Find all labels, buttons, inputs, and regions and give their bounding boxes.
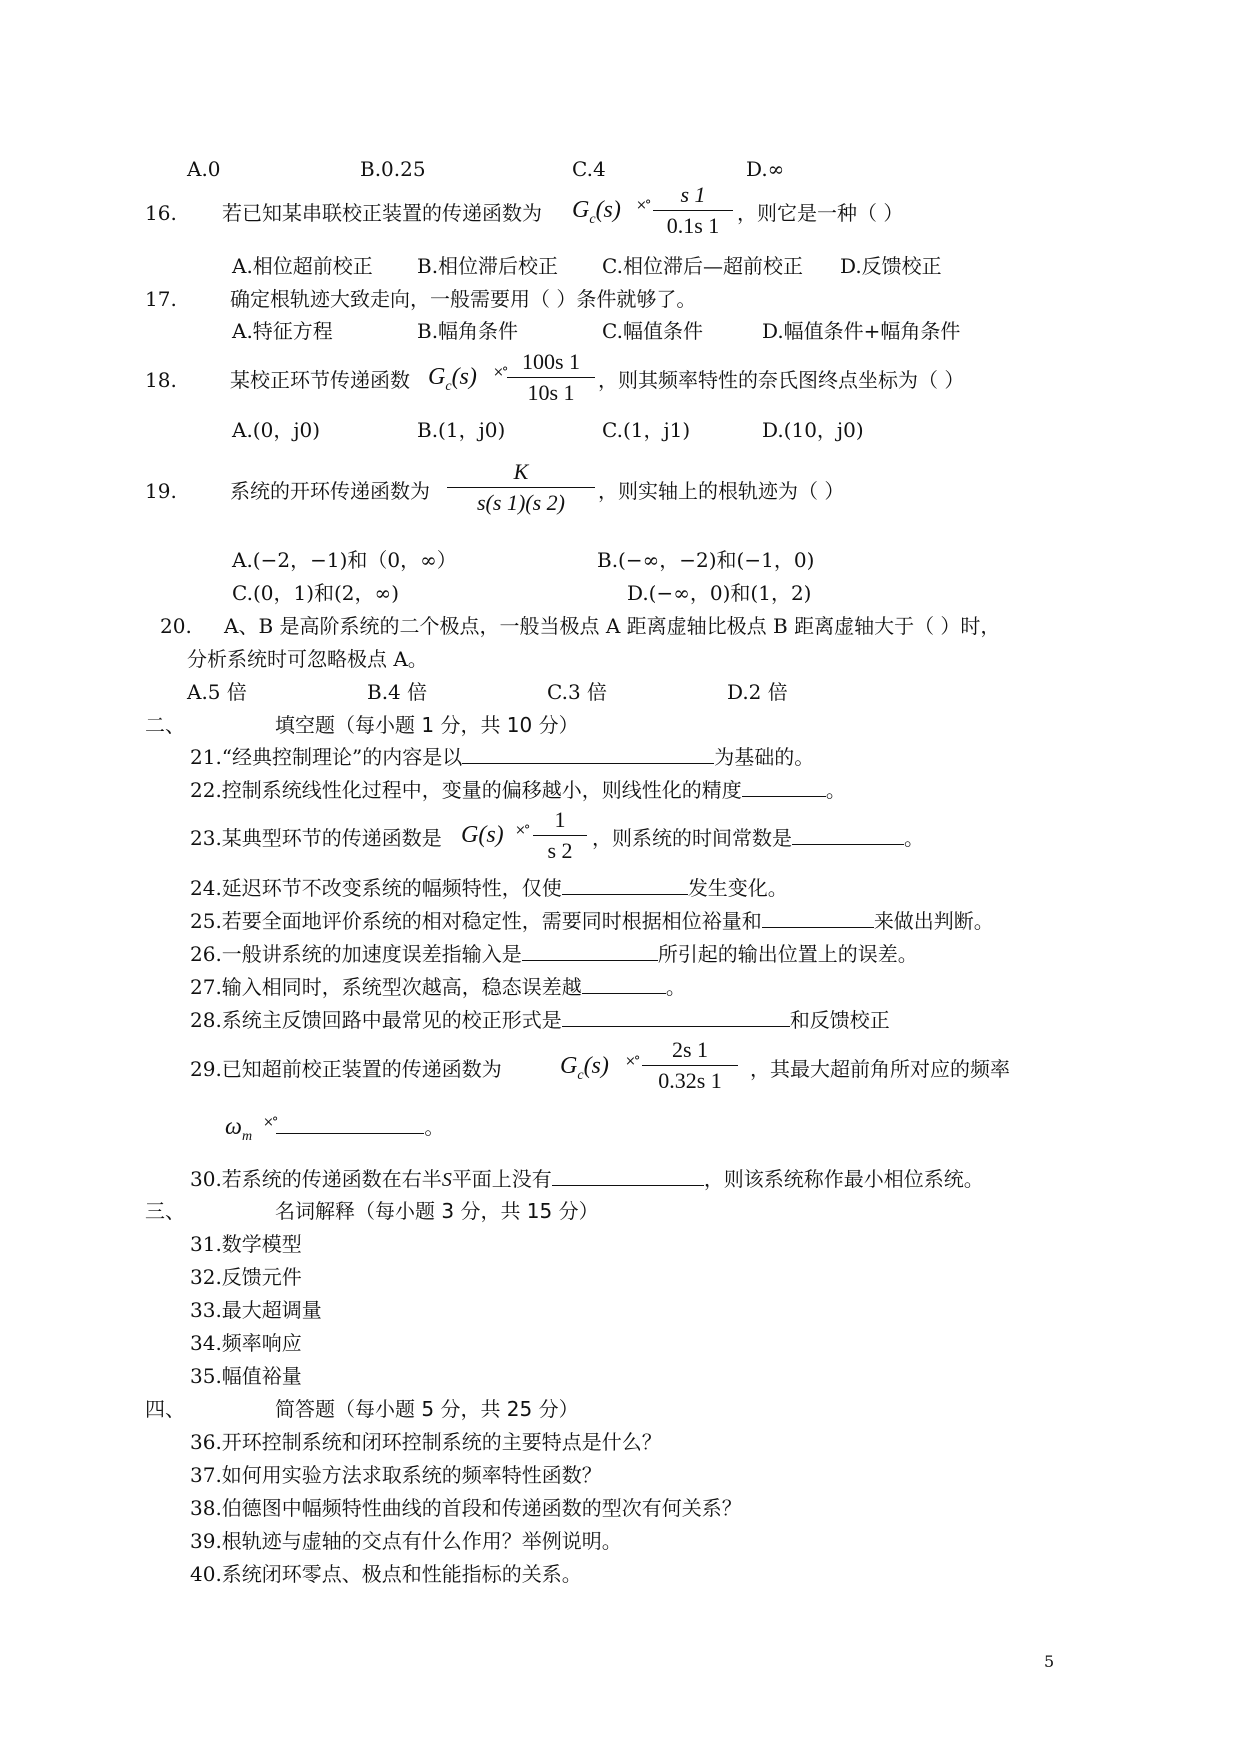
q28-blank [562,1008,790,1027]
q15-option-c: C.4 [572,157,606,181]
q19-option-b: B.(−∞，−2)和(−1，0) [597,548,815,572]
q29-blank [276,1115,424,1134]
q19-text-after: ，则实轴上的根轨迹为（ ） [598,479,845,503]
q18-function: $G_c(s)$ [428,364,477,394]
q23-blank [792,826,904,845]
q17-option-a: A.特征方程 [232,319,333,343]
q16-option-b: B.相位滞后校正 [417,254,559,278]
q29-omega: $\omega_m$ [225,1114,253,1144]
q17-number: 17. [145,287,177,311]
q17-option-d: D.幅值条件+幅角条件 [762,319,961,343]
section-2-number: 二、 [145,713,185,737]
page-number: 5 [1044,1652,1055,1671]
q19-number: 19. [145,479,177,503]
q21: 21.“经典控制理论”的内容是以 为基础的。 [190,745,815,769]
q15-option-b: B.0.25 [360,157,426,181]
q18-equals-glyph: ×° [493,365,507,380]
q29-fraction: 2s 1 0.32s 1 [642,1036,738,1095]
section-3-title: 名词解释（每小题 3 分，共 15 分） [275,1199,599,1223]
term-item: 31.数学模型 [190,1232,302,1256]
q23-text: 23.某典型环节的传递函数是 [190,826,442,850]
q16-text-after: ，则它是一种（ ） [737,201,904,225]
q20-line1: A、B 是高阶系统的二个极点，一般当极点 A 距离虚轴比极点 B 距离虚轴大于（ ）时， [224,614,1001,638]
q29-text-after: ，其最大超前角所对应的频率 [750,1057,1010,1081]
q22-blank [742,778,826,797]
q30-blank [552,1167,704,1186]
q16-option-d: D.反馈校正 [840,254,942,278]
term-item: 32.反馈元件 [190,1265,302,1289]
q23-fraction: 1 s 2 [533,806,587,865]
q20-option-c: C.3 倍 [547,680,608,704]
q16-number: 16. [145,201,177,225]
section-4-number: 四、 [145,1397,185,1421]
q24-blank [562,876,688,895]
q23-equals-glyph: ×° [515,823,529,838]
q27: 27.输入相同时，系统型次越高，稳态误差越 。 [190,975,686,999]
q16-equals-glyph: ×° [636,198,650,213]
q20-option-b: B.4 倍 [367,680,428,704]
q22: 22.控制系统线性化过程中，变量的偏移越小，则线性化的精度 。 [190,778,846,802]
section-4-title: 简答题（每小题 5 分，共 25 分） [275,1397,579,1421]
q26-blank [522,942,658,961]
q18-fraction: 100s 1 10s 1 [507,348,595,407]
q29-text: 29.已知超前校正装置的传递函数为 [190,1057,502,1081]
q18-text: 某校正环节传递函数 [230,368,410,392]
q15-option-a: A.0 [187,157,221,181]
q19-text: 系统的开环传递函数为 [230,479,430,503]
q15-option-d: D.∞ [746,157,785,181]
q18-option-b: B.(1，j0) [417,418,506,442]
q25-blank [762,909,874,928]
q18-option-a: A.(0，j0) [232,418,321,442]
q19-option-c: C.(0，1)和(2，∞) [232,581,399,605]
q20-option-d: D.2 倍 [727,680,788,704]
q16-option-c: C.相位滞后—超前校正 [602,254,803,278]
short-answer-question: 37.如何用实验方法求取系统的频率特性函数？ [190,1463,602,1487]
q16-text: 若已知某串联校正装置的传递函数为 [222,201,542,225]
q24: 24.延迟环节不改变系统的幅频特性，仅使 发生变化。 [190,876,788,900]
q20-number: 20. [160,614,192,638]
q28: 28.系统主反馈回路中最常见的校正形式是 和反馈校正 [190,1008,890,1032]
q30: 30.若系统的传递函数在右半S平面上没有 ，则该系统称作最小相位系统。 [190,1167,984,1191]
term-item: 33.最大超调量 [190,1298,322,1322]
q17-option-b: B.幅角条件 [417,319,519,343]
q26: 26.一般讲系统的加速度误差指输入是 所引起的输出位置上的误差。 [190,942,918,966]
q20-option-a: A.5 倍 [187,680,247,704]
q19-option-a: A.(−2，−1)和（0，∞） [232,548,457,572]
q20-line2: 分析系统时可忽略极点 A。 [187,647,428,671]
q16-function: $G_c(s)$ [572,197,621,227]
q23-function: G(s) [461,822,504,848]
q27-blank [582,975,666,994]
q18-number: 18. [145,368,177,392]
short-answer-question: 40.系统闭环零点、极点和性能指标的关系。 [190,1562,582,1586]
q25: 25.若要全面地评价系统的相对稳定性，需要同时根据相位裕量和 来做出判断。 [190,909,994,933]
q29-answer: ×° 。 [263,1115,445,1139]
term-item: 35.幅值裕量 [190,1364,302,1388]
short-answer-question: 36.开环控制系统和闭环控制系统的主要特点是什么？ [190,1430,662,1454]
q16-fraction: s 1 0.1s 1 [653,181,733,240]
q17-option-c: C.幅值条件 [602,319,703,343]
term-item: 34.频率响应 [190,1331,302,1355]
q18-text-after: ，则其频率特性的奈氏图终点坐标为（ ） [598,368,965,392]
q18-option-c: C.(1，j1) [602,418,691,442]
q29-equals-glyph: ×° [625,1054,639,1069]
q16-option-a: A.相位超前校正 [232,254,373,278]
q17-text: 确定根轨迹大致走向，一般需要用（ ）条件就够了。 [230,287,697,311]
q23-text-after: ，则系统的时间常数是 。 [592,826,924,850]
q19-fraction: K s(s 1)(s 2) [447,458,595,517]
short-answer-question: 39.根轨迹与虚轴的交点有什么作用？举例说明。 [190,1529,622,1553]
section-2-title: 填空题（每小题 1 分，共 10 分） [275,713,579,737]
short-answer-question: 38.伯德图中幅频特性曲线的首段和传递函数的型次有何关系？ [190,1496,742,1520]
section-3-number: 三、 [145,1199,185,1223]
q29-function: $G_c(s)$ [560,1053,609,1083]
q19-option-d: D.(−∞，0)和(1，2) [627,581,812,605]
q18-option-d: D.(10，j0) [762,418,864,442]
q21-blank [462,745,714,764]
